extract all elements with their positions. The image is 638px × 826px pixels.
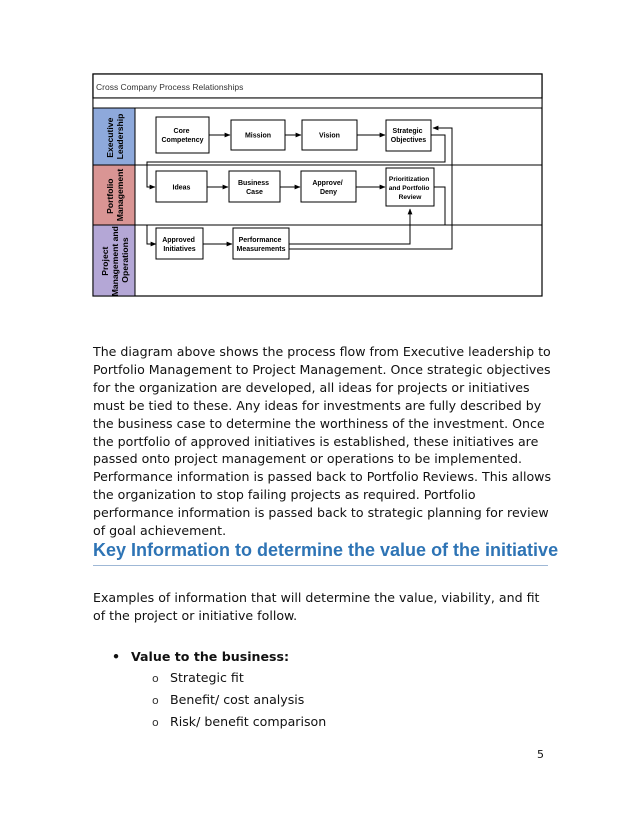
box-label: Business Case bbox=[237, 180, 270, 196]
sub-bullet-item bbox=[152, 692, 304, 707]
box-label: Mission bbox=[244, 132, 272, 140]
box-label: Performance Measurements bbox=[236, 237, 286, 253]
bullet-label: Value to the business: bbox=[131, 649, 290, 664]
box-label: Strategic Objectives bbox=[390, 128, 427, 144]
box-label: Approved Initiatives bbox=[162, 237, 196, 253]
diagram-spacer-band bbox=[93, 98, 542, 108]
box-label: Core Competency bbox=[161, 128, 204, 144]
box-label: Approve/ Deny bbox=[312, 180, 343, 196]
diagram-description-paragraph: The diagram above shows the process flow from Executive leadership to Portfolio Management to Project Management. Once strategic objectives for the organization are developed, all ideas for projects or initiatives must be tied to these. Any ideas for investments are fully described by the business case to determine the worthiness of the investment. Once the portfolio of approved initiatives is established, these initiatives are passed onto project management or operations to be implemented. Performance information is passed back to Portfolio Reviews. This allows the organization to stop failing projects as required. Portfolio performance information is passed back to strategic planning for review of goal achievement. bbox=[93, 344, 552, 539]
sub-bullet-item bbox=[152, 714, 326, 729]
diagram-title: Cross Company Process Relationships bbox=[96, 82, 244, 92]
sub-bullet-marker: o bbox=[152, 694, 159, 707]
box-label: Ideas bbox=[172, 184, 191, 192]
sub-bullet-text: Strategic fit bbox=[170, 670, 244, 685]
lane-executive-label: Executive Leadership bbox=[105, 113, 125, 160]
box-label: Vision bbox=[319, 132, 340, 140]
sub-bullet-marker: o bbox=[152, 672, 159, 685]
sub-bullet-text: Benefit/ cost analysis bbox=[170, 692, 305, 707]
section-heading: Key Information to determine the value of the initiative bbox=[93, 540, 548, 566]
process-diagram bbox=[0, 0, 638, 340]
bullet-marker: • bbox=[112, 649, 121, 664]
intro-paragraph: Examples of information that will determine the value, viability, and fit of the project or initiative follow. bbox=[93, 590, 540, 623]
sub-bullet-text: Risk/ benefit comparison bbox=[170, 714, 327, 729]
lane-portfolio-label: Portfolio Management bbox=[105, 168, 125, 222]
lane-project-label: Project Management and Operations bbox=[100, 226, 130, 297]
box-strategic-objectives bbox=[386, 120, 431, 151]
page-number: 5 bbox=[537, 748, 544, 761]
box-label: Prioritization and Portfolio Review bbox=[388, 176, 430, 201]
bullet-value-to-business bbox=[112, 649, 289, 664]
box-core-competency bbox=[156, 117, 209, 153]
sub-bullet-marker: o bbox=[152, 716, 159, 729]
sub-bullet-item bbox=[152, 670, 244, 685]
